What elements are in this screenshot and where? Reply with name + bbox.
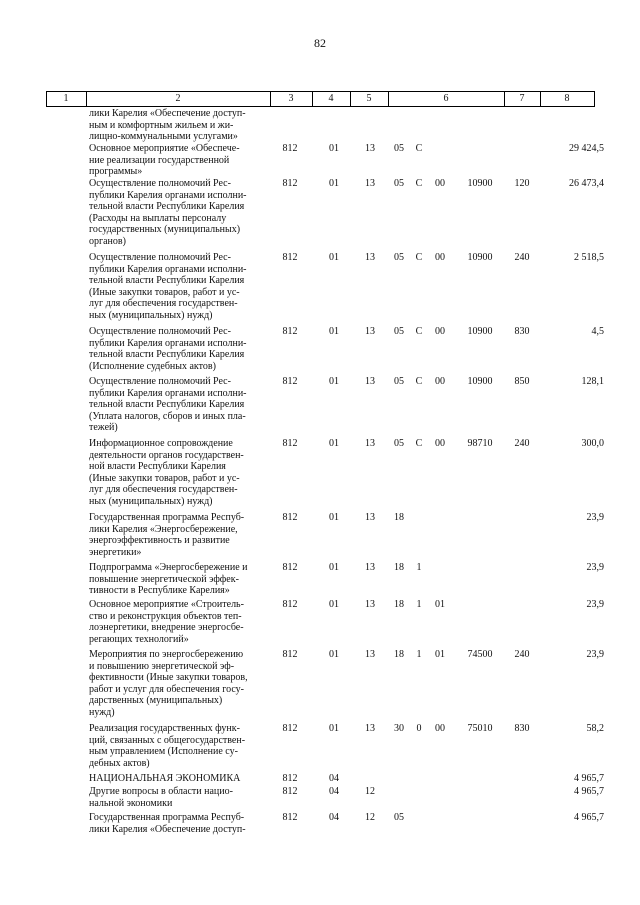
row-description: Информационное сопровождение деятельности органов государствен- ной власти Республики Карелия (Иные закупки товаров, работ и ус- луг для обеспечения государствен- ных (муниципальных) нужд) [89, 438, 244, 507]
target-article-event: 01 [435, 649, 445, 660]
amount: 4 965,7 [574, 786, 604, 797]
amount: 23,9 [586, 649, 604, 660]
section-code: 01 [329, 438, 339, 449]
row-description: лики Карелия «Обеспечение доступ- ным и комфортным жильем и жи- лищно-коммунальными услугами» [89, 108, 246, 142]
target-article-subprogram: С [415, 376, 423, 387]
target-article-subprogram: С [415, 252, 423, 263]
table-row [0, 178, 640, 252]
target-article-subprogram: 1 [416, 649, 422, 660]
page-number: 82 [314, 36, 326, 50]
target-article-direction: 10900 [467, 252, 493, 263]
ministry-code: 812 [282, 143, 298, 154]
subsection-code: 13 [365, 178, 375, 189]
amount: 58,2 [586, 723, 604, 734]
section-code: 01 [329, 649, 339, 660]
ministry-code: 812 [282, 438, 298, 449]
target-article-direction: 10900 [467, 178, 493, 189]
table-row [0, 376, 640, 438]
row-description: Основное мероприятие «Обеспече- ние реализации государственной программы» [89, 143, 240, 177]
section-code: 01 [329, 562, 339, 573]
ministry-code: 812 [282, 773, 298, 784]
target-article-direction: 74500 [467, 649, 493, 660]
ministry-code: 812 [282, 599, 298, 610]
header-col-1: 1 [63, 93, 69, 104]
target-article-program: 05 [394, 376, 404, 387]
table-row [0, 326, 640, 376]
table-row [0, 252, 640, 326]
target-article-program: 05 [394, 143, 404, 154]
target-article-subprogram: 1 [416, 599, 422, 610]
subsection-code: 13 [365, 649, 375, 660]
table-body [0, 108, 640, 838]
row-description: Осуществление полномочий Рес- публики Карелия органами исполни- тельной власти Республики Карелия (Расходы на выплаты персоналу государственных (муниципальных) органов) [89, 178, 247, 247]
target-article-program: 18 [394, 562, 404, 573]
table-row [0, 812, 640, 838]
col-divider [594, 91, 595, 107]
table-row [0, 649, 640, 723]
amount: 128,1 [581, 376, 604, 387]
row-description: Другие вопросы в области нацио- нальной экономики [89, 786, 233, 809]
section-code: 01 [329, 326, 339, 337]
section-code: 04 [329, 773, 339, 784]
target-article-program: 18 [394, 512, 404, 523]
section-code: 01 [329, 376, 339, 387]
header-bottom-rule [46, 106, 594, 107]
row-description: Осуществление полномочий Рес- публики Карелия органами исполни- тельной власти Республики Карелия (Уплата налогов, сборов и иных пла- тежей) [89, 376, 247, 433]
subsection-code: 13 [365, 723, 375, 734]
subsection-code: 13 [365, 512, 375, 523]
target-article-subprogram: С [415, 438, 423, 449]
row-description: Осуществление полномочий Рес- публики Карелия органами исполни- тельной власти Республики Карелия (Исполнение судебных актов) [89, 326, 247, 372]
table-row [0, 562, 640, 599]
header-col-8: 8 [564, 93, 570, 104]
table-row [0, 438, 640, 512]
ministry-code: 812 [282, 562, 298, 573]
ministry-code: 812 [282, 649, 298, 660]
header-col-3: 3 [288, 93, 294, 104]
ministry-code: 812 [282, 376, 298, 387]
target-article-subprogram: 0 [416, 723, 422, 734]
expense-type-code: 830 [514, 723, 530, 734]
section-code: 01 [329, 723, 339, 734]
subsection-code: 13 [365, 599, 375, 610]
amount: 2 518,5 [574, 252, 604, 263]
table-row [0, 773, 640, 786]
table-row [0, 512, 640, 562]
ministry-code: 812 [282, 252, 298, 263]
amount: 29 424,5 [569, 143, 604, 154]
subsection-code: 13 [365, 438, 375, 449]
table-row [0, 786, 640, 812]
target-article-event: 00 [435, 326, 445, 337]
target-article-event: 01 [435, 599, 445, 610]
expense-type-code: 830 [514, 326, 530, 337]
header-col-2: 2 [175, 93, 181, 104]
subsection-code: 13 [365, 326, 375, 337]
target-article-program: 05 [394, 178, 404, 189]
subsection-code: 12 [365, 812, 375, 823]
target-article-direction: 75010 [467, 723, 493, 734]
ministry-code: 812 [282, 326, 298, 337]
expense-type-code: 240 [514, 649, 530, 660]
row-description: НАЦИОНАЛЬНАЯ ЭКОНОМИКА [89, 773, 241, 784]
expense-type-code: 240 [514, 252, 530, 263]
amount: 23,9 [586, 599, 604, 610]
target-article-program: 18 [394, 649, 404, 660]
row-description: Осуществление полномочий Рес- публики Карелия органами исполни- тельной власти Республики Карелия (Иные закупки товаров, работ и ус- луг для обеспечения государствен- ных (муниципальных) нужд) [89, 252, 247, 321]
amount: 4,5 [591, 326, 604, 337]
target-article-event: 00 [435, 178, 445, 189]
target-article-subprogram: С [415, 178, 423, 189]
ministry-code: 812 [282, 786, 298, 797]
target-article-direction: 10900 [467, 376, 493, 387]
target-article-event: 00 [435, 723, 445, 734]
ministry-code: 812 [282, 723, 298, 734]
target-article-event: 00 [435, 376, 445, 387]
subsection-code: 12 [365, 786, 375, 797]
section-code: 01 [329, 252, 339, 263]
target-article-direction: 98710 [467, 438, 493, 449]
ministry-code: 812 [282, 178, 298, 189]
target-article-program: 18 [394, 599, 404, 610]
target-article-subprogram: 1 [416, 562, 422, 573]
amount: 4 965,7 [574, 812, 604, 823]
row-description: Государственная программа Респуб- лики Карелия «Обеспечение доступ- [89, 812, 246, 835]
subsection-code: 13 [365, 562, 375, 573]
ministry-code: 812 [282, 512, 298, 523]
target-article-program: 05 [394, 812, 404, 823]
target-article-event: 00 [435, 438, 445, 449]
row-description: Государственная программа Респуб- лики Карелия «Энергосбережение, энергоэффективность и развитие энергетики» [89, 512, 245, 558]
section-code: 01 [329, 599, 339, 610]
target-article-subprogram: С [415, 326, 423, 337]
table-row [0, 723, 640, 773]
subsection-code: 13 [365, 143, 375, 154]
amount: 300,0 [581, 438, 604, 449]
section-code: 04 [329, 786, 339, 797]
section-code: 01 [329, 178, 339, 189]
expense-type-code: 850 [514, 376, 530, 387]
target-article-direction: 10900 [467, 326, 493, 337]
section-code: 04 [329, 812, 339, 823]
target-article-program: 05 [394, 252, 404, 263]
expense-type-code: 240 [514, 438, 530, 449]
target-article-program: 05 [394, 326, 404, 337]
section-code: 01 [329, 143, 339, 154]
table-row [0, 108, 640, 143]
subsection-code: 13 [365, 252, 375, 263]
table-row [0, 599, 640, 649]
section-code: 01 [329, 512, 339, 523]
amount: 23,9 [586, 562, 604, 573]
row-description: Подпрограмма «Энергосбережение и повышение энергетической эффек- тивности в Республике Карелия» [89, 562, 248, 596]
target-article-event: 00 [435, 252, 445, 263]
header-col-6: 6 [443, 93, 449, 104]
amount: 23,9 [586, 512, 604, 523]
header-col-7: 7 [519, 93, 525, 104]
amount: 4 965,7 [574, 773, 604, 784]
row-description: Мероприятия по энергосбережению и повышению энергетической эф- фективности (Иные закупки товаров, работ и услуг для обеспечения госу- дарственных (муниципальных) нужд) [89, 649, 248, 718]
header-col-4: 4 [328, 93, 334, 104]
row-description: Основное мероприятие «Строитель- ство и реконструкция объектов теп- лоэнергетики, внедрение энергосбе- регающих технологий» [89, 599, 244, 645]
row-description: Реализация государственных функ- ций, связанных с общегосударствен- ным управлением (Исполнение су- дебных актов) [89, 723, 246, 769]
table-row [0, 143, 640, 178]
expense-type-code: 120 [514, 178, 530, 189]
subsection-code: 13 [365, 376, 375, 387]
header-top-rule [46, 91, 594, 92]
ministry-code: 812 [282, 812, 298, 823]
target-article-program: 30 [394, 723, 404, 734]
header-col-5: 5 [366, 93, 372, 104]
target-article-subprogram: С [415, 143, 423, 154]
target-article-program: 05 [394, 438, 404, 449]
amount: 26 473,4 [569, 178, 604, 189]
